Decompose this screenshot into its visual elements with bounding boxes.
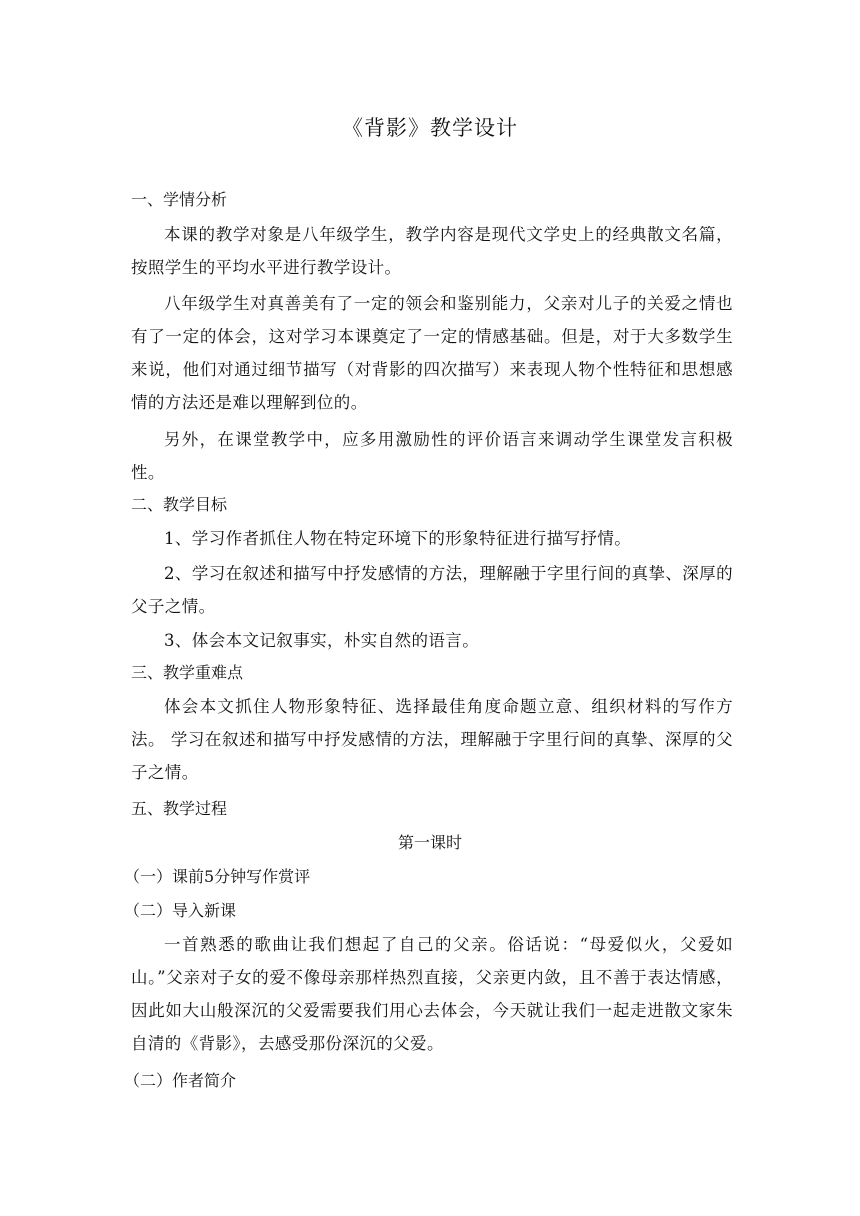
- introduction-paragraph: 一首熟悉的歌曲让我们想起了自己的父亲。俗话说：“母爱似火，父爱如山。”父亲对子女的爱不像母亲那样热烈直接，父亲更内敛，且不善于表达情感，因此如大山般深沉的父爱需要我们用心去体会，今天就让我们一起走进散文家朱自清的《背影》，去感受那份深沉的父爱。: [131, 935, 733, 1053]
- document-title: 《背影》教学设计: [342, 116, 518, 140]
- goal-item-1: 1、学习作者抓住人物在特定环境下的形象特征进行描写抒情。: [164, 529, 632, 548]
- analysis-paragraph-3: 另外，在课堂教学中，应多用激励性的评价语言来调动学生课堂发言积极性。: [131, 430, 733, 482]
- section-heading-key-points: 三、教学重难点: [131, 663, 244, 682]
- section-heading-goals: 二、教学目标: [131, 495, 228, 514]
- step-heading-writing-review: （一）课前5分钟写作赏评: [124, 867, 311, 886]
- section-heading-process: 五、教学过程: [131, 799, 228, 818]
- goal-item-3: 3、体会本文记叙事实，朴实自然的语言。: [164, 631, 480, 650]
- goal-item-2: 2、学习在叙述和描写中抒发感情的方法，理解融于字里行间的真挚、深厚的父子之情。: [131, 564, 733, 616]
- analysis-paragraph-1: 本课的教学对象是八年级学生，教学内容是现代文学史上的经典散文名篇，按照学生的平均水平进行教学设计。: [131, 225, 733, 277]
- section-heading-analysis: 一、学情分析: [131, 190, 228, 209]
- analysis-paragraph-2: 八年级学生对真善美有了一定的领会和鉴别能力，父亲对儿子的关爱之情也有了一定的体会，这对学习本课奠定了一定的情感基础。但是，对于大多数学生来说，他们对通过细节描写（对背影的四次描写）来表现人物个性特征和思想感情的方法还是难以理解到位的。: [131, 294, 733, 412]
- step-heading-author: （二）作者简介: [124, 1071, 237, 1090]
- lesson-label: 第一课时: [397, 833, 462, 852]
- key-points-paragraph: 体会本文抓住人物形象特征、选择最佳角度命题立意、组织材料的写作方法。 学习在叙述和描写中抒发感情的方法，理解融于字里行间的真挚、深厚的父子之情。: [131, 697, 733, 782]
- step-heading-introduction: （二）导入新课: [124, 901, 237, 920]
